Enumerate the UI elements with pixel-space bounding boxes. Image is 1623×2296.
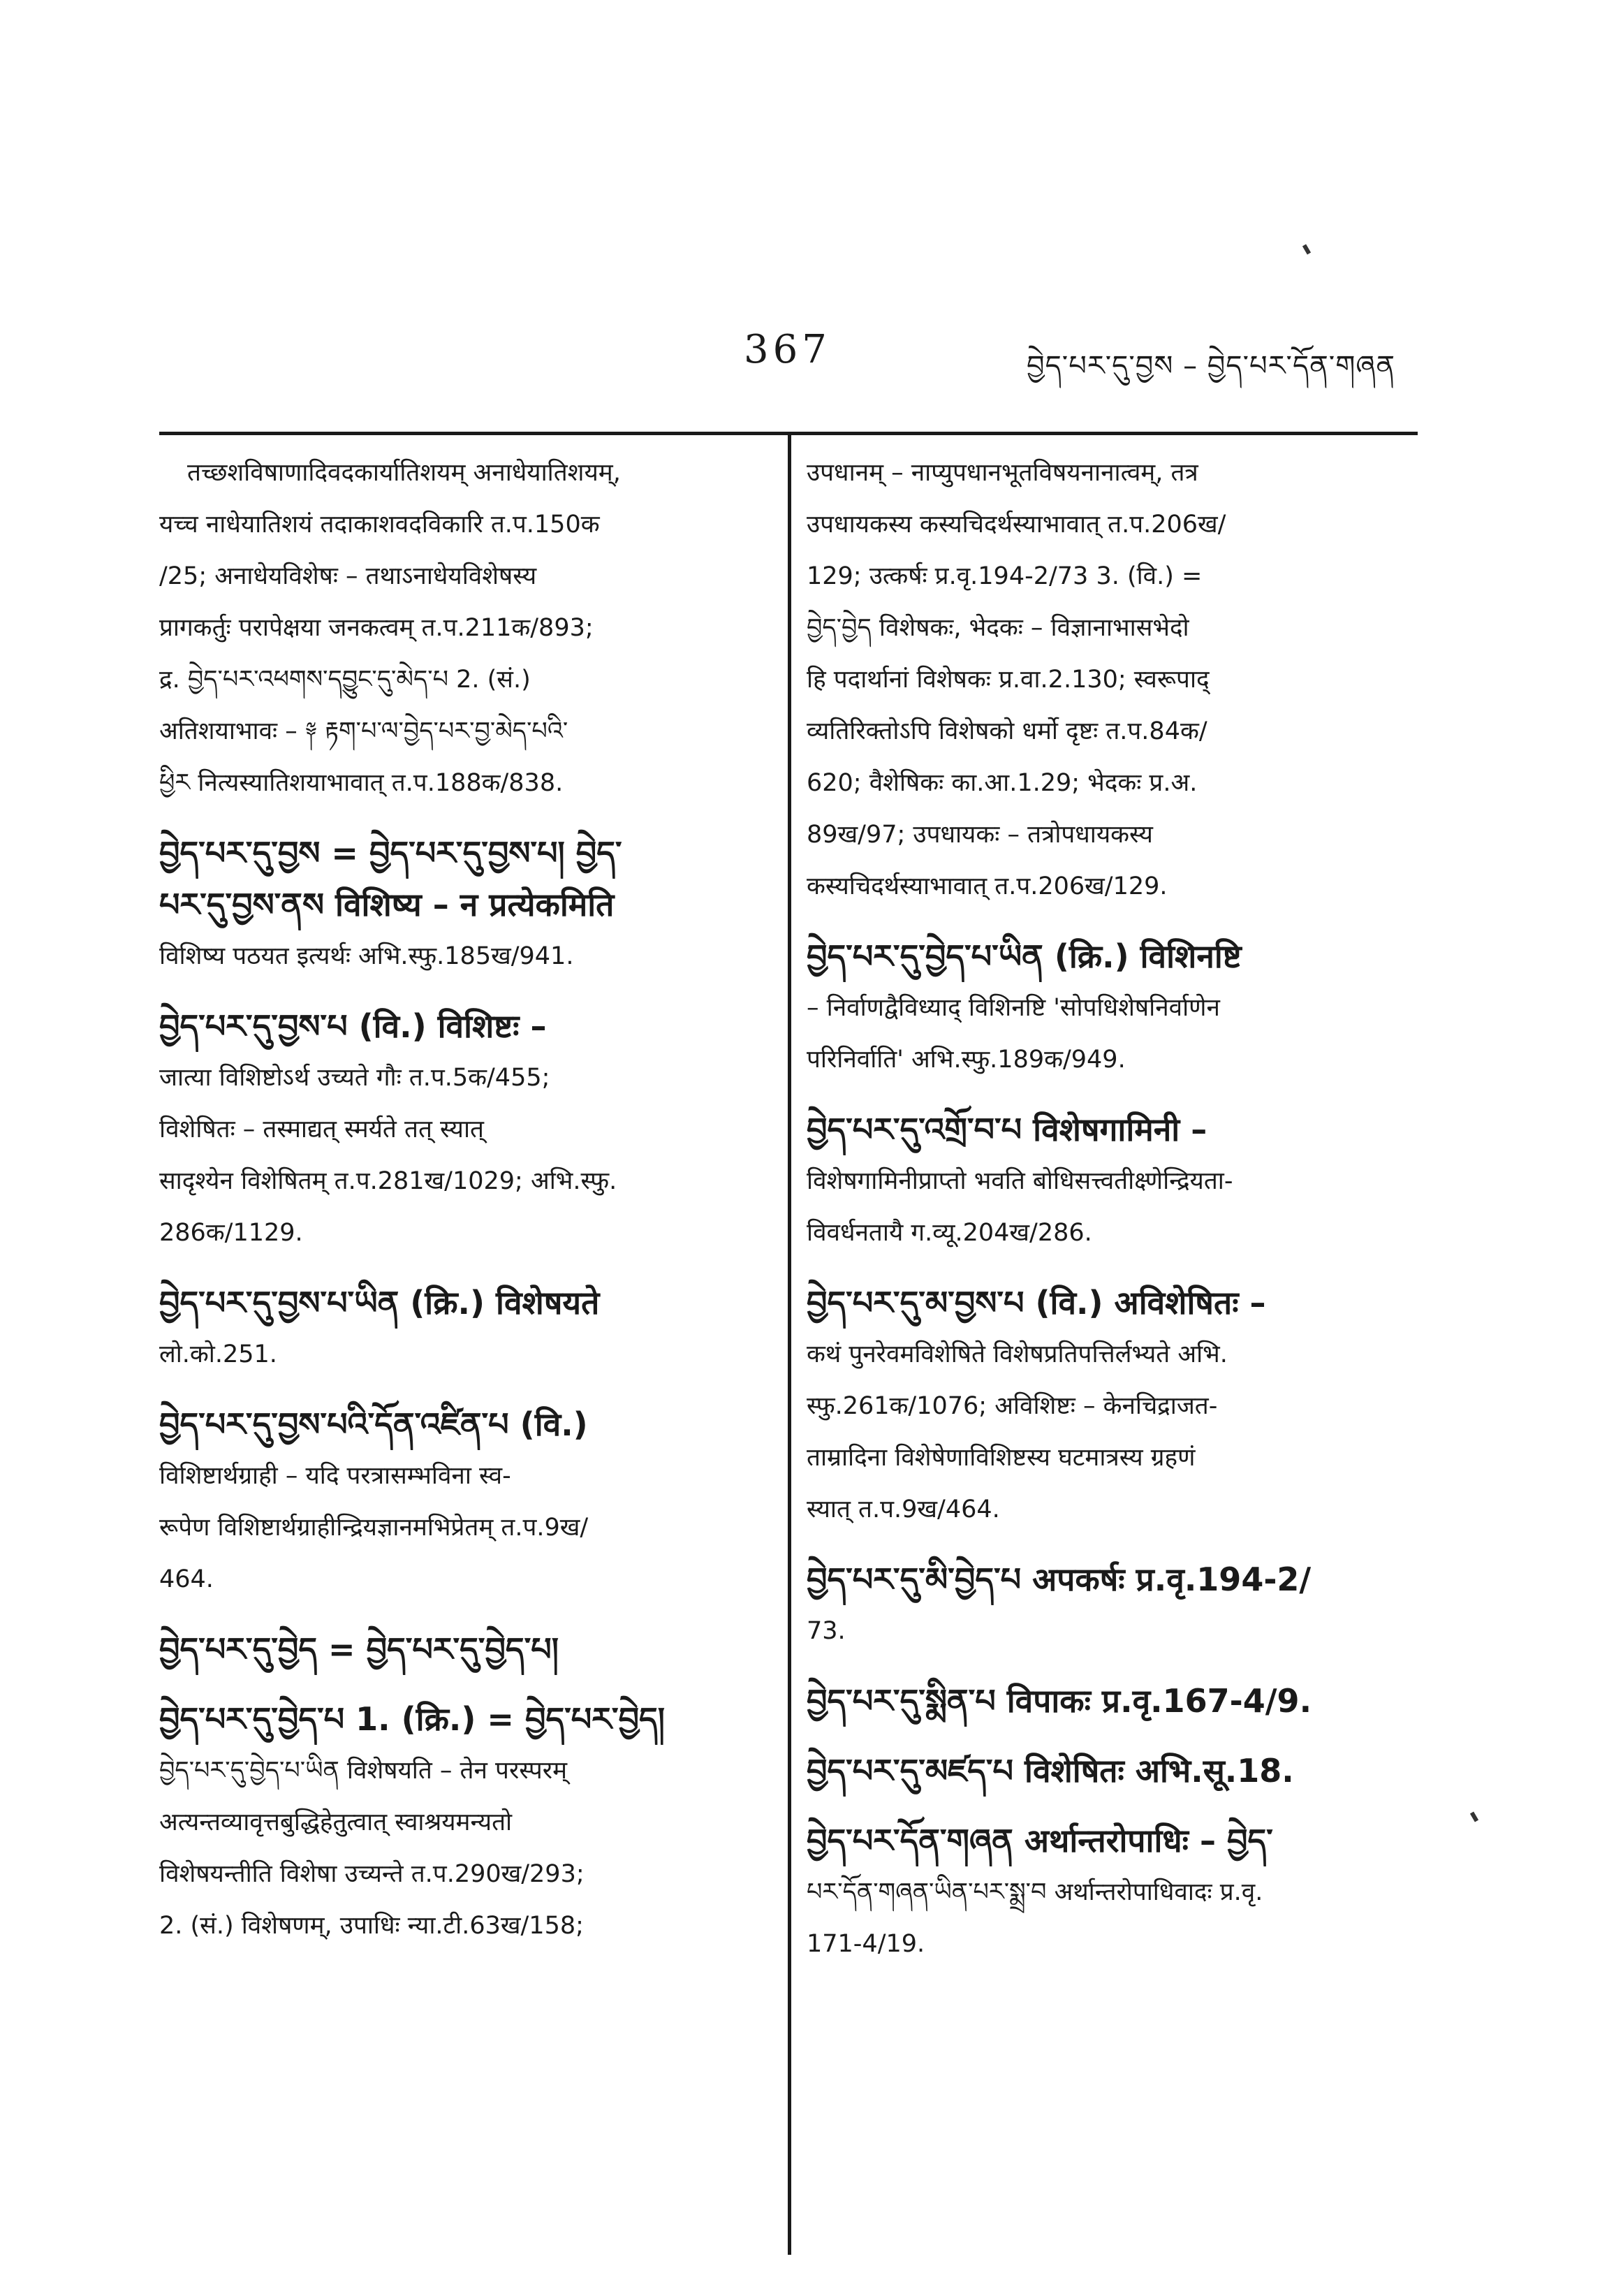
entry-headword-line: བྱེད་པར་དུ་བྱེད = བྱེད་པར་དུ་བྱེད་པ། (159, 1630, 559, 1668)
dictionary-entry (807, 1675, 1397, 1727)
entry-headword-line: བྱེད་པར་དུ་སྨིན་པ विपाकः प्र.वृ.167-4/9. (807, 1682, 1312, 1720)
entry-headword-line: བྱེད་པར་དུ་མ་བྱས་པ (वि.) अविशेषितः – (807, 1284, 1266, 1322)
dictionary-entry (159, 447, 749, 809)
entry-text-line: प्रागकर्तुः परापेक्षया जनकत्वम् त.प.211क/893; (159, 614, 594, 642)
entry-headword-line: བྱེད་པར་དུ་མི་བྱེད་པ अपकर्षः प्र.वृ.194-2/ (807, 1560, 1312, 1598)
entry-text-line: सादृश्येन विशेषितम् त.प.281ख/1029; अभि.स्फु. (159, 1167, 617, 1195)
entry-text-line: रूपेण विशिष्टार्थग्राहीन्द्रियज्ञानमभिप्रेतम् त.प.9ख/ (159, 1514, 589, 1542)
entry-text-line: 73. (807, 1617, 846, 1645)
dictionary-entry (807, 447, 1397, 912)
entry-headword-line: བྱེད་པར་དུ་མཛད་པ विशेषितः अभि.सू.18. (807, 1752, 1294, 1790)
entry-text-line: /25; अनाधेयविशेषः – तथाऽनाधेयविशेषस्य (159, 562, 537, 590)
dictionary-entry (807, 930, 1397, 1085)
entry-headword-line: བྱེད་པར་དུ་བྱས་པའི་དོན་འཛིན་པ (वि.) (159, 1405, 588, 1443)
entry-text-line: उपधायकस्य कस्यचिदर्थस्याभावात् त.प.206ख/ (807, 511, 1226, 539)
page-number: 367 (744, 327, 831, 372)
entry-text-line: तच्छशविषाणादिवदकार्यातिशयम् अनाधेयातिशयम्, (187, 459, 621, 487)
entry-headword-line: བྱེད་པར་དུ་འགྲོ་བ་པ विशेषगामिनी – (807, 1111, 1207, 1148)
entry-headword-line: བྱེད་པར་དུ་བྱེད་པ་ཡིན (क्रि.) विशिनष्टि (807, 937, 1242, 975)
entry-text-line: अत्यन्तव्यावृत्तबुद्धिहेतुत्वात् स्वाश्रयमन्यतो (159, 1808, 513, 1836)
entry-text-line: विशेषयन्तीति विशेषा उच्यन्ते त.प.290ख/293; (159, 1860, 585, 1888)
entry-headword-line: བྱེད་པར་དོན་གཞན अर्थान्तरोपाधिः – བྱེད་ (807, 1822, 1273, 1859)
entry-text-line: བྱེད་བྱེད विशेषकः, भेदकः – विज्ञानाभासभेदो (807, 614, 1189, 642)
entry-text-line: विशेषितः – तस्माद्यत् स्मर्यते तत् स्यात् (159, 1116, 484, 1143)
entry-text-line: 464. (159, 1565, 214, 1593)
dictionary-entry (159, 1623, 749, 1675)
left-column (159, 447, 749, 1970)
entry-text-line: 2. (सं.) विशेषणम्, उपाधिः न्या.टी.63ख/158; (159, 1912, 584, 1940)
entry-text-line: པར་དོན་གཞན་ཡིན་པར་སྨྲ་བ अर्थान्तरोपाधिवादः प्र.वृ. (807, 1878, 1263, 1906)
running-head: བྱེད་པར་དུ་བྱས – བྱེད་པར་དོན་གཞན (1027, 350, 1396, 382)
dictionary-entry (807, 1104, 1397, 1259)
entry-text-line: हि पदार्थानां विशेषकः प्र.वा.2.130; स्वरूपाद् (807, 666, 1210, 694)
entry-text-line: स्यात् त.प.9ख/464. (807, 1496, 1000, 1523)
entry-text-line: བྱེད་པར་དུ་བྱེད་པ་ཡིན विशेषयति – तेन परस्परम् (159, 1757, 567, 1785)
entry-text-line: विशेषगामिनीप्राप्तो भवति बोधिसत्त्वतीक्ष्णेन्द्रियता- (807, 1167, 1233, 1195)
entry-headword-line: བྱེད་པར་དུ་བྱས = བྱེད་པར་དུ་བྱས་པ། བྱེད་ (159, 834, 622, 872)
dictionary-entry (807, 1815, 1397, 1970)
dictionary-entry (159, 1398, 749, 1605)
dictionary-entry (807, 1745, 1397, 1797)
entry-headword-line: བྱེད་པར་དུ་བྱས་པ་ཡིན (क्रि.) विशेषयते (159, 1284, 600, 1322)
column-divider (788, 433, 791, 2255)
entry-text-line: ཕྱིར नित्यस्यातिशयाभावात् त.प.188क/838. (159, 769, 564, 797)
entry-text-line: 620; वैशेषिकः का.आ.1.29; भेदकः प्र.अ. (807, 769, 1198, 797)
entry-text-line: कस्यचिदर्थस्याभावात् त.प.206ख/129. (807, 872, 1168, 900)
scan-speck (1470, 1811, 1478, 1822)
entry-text-line: व्यतिरिक्तोऽपि विशेषको धर्मो दृष्टः त.प.84क/ (807, 717, 1207, 745)
entry-headword-line: བྱེད་པར་དུ་བྱས་པ (वि.) विशिष्टः – (159, 1007, 547, 1045)
right-column (807, 447, 1397, 1988)
dictionary-entry (159, 1277, 749, 1380)
entry-text-line: परिनिर्वाति' अभि.स्फु.189क/949. (807, 1046, 1126, 1074)
entry-text-line: यच्च नाधेयातिशयं तदाकाशवदविकारि त.प.150क (159, 511, 600, 539)
entry-text-line: 286क/1129. (159, 1219, 303, 1247)
entry-text-line: जात्या विशिष्टोऽर्थ उच्यते गौः त.प.5क/455; (159, 1064, 550, 1092)
entry-text-line: विशिष्य पठयत इत्यर्थः अभि.स्फु.185ख/941. (159, 942, 574, 970)
entry-text-line: 89ख/97; उपधायकः – तत्रोपधायकस्य (807, 821, 1153, 849)
entry-text-line: – निर्वाणद्वैविध्याद् विशिनष्टि 'सोपधिशेषनिर्वाणेन (807, 994, 1220, 1022)
entry-text-line: 129; उत्कर्षः प्र.वृ.194-2/73 3. (वि.) = (807, 562, 1203, 590)
entry-text-line: स्फु.261क/1076; अविशिष्टः – केनचिद्राजत- (807, 1392, 1218, 1420)
entry-text-line: ताम्रादिना विशेषेणाविशिष्टस्य घटमात्रस्य ग्रहणं (807, 1444, 1196, 1472)
entry-text-line: विशिष्टार्थग्राही – यदि परत्रासम्भविना स्व- (159, 1462, 511, 1490)
entry-text-line: अतिशयाभावः – ༈ རྟག་པ་ལ་བྱེད་པར་བྱ་མེད་པའི་ (159, 717, 568, 745)
entry-text-line: विवर्धनतायै ग.व्यू.204ख/286. (807, 1219, 1092, 1247)
entry-text-line: उपधानम् – नाप्युपधानभूतविषयनानात्वम्, तत्र (807, 459, 1198, 487)
entry-headword-line: བྱེད་པར་དུ་བྱེད་པ 1. (क्रि.) = བྱེད་པར་བྱེད། (159, 1700, 665, 1738)
dictionary-entry (159, 1693, 749, 1952)
entry-text-line: कथं पुनरेवमविशेषिते विशेषप्रतिपत्तिर्लभ्यते अभि. (807, 1340, 1228, 1368)
entry-text-line: लो.को.251. (159, 1340, 277, 1368)
dictionary-entry (807, 1553, 1397, 1657)
dictionary-entry (807, 1277, 1397, 1535)
entry-headword-line: པར་དུ་བྱས་ནས विशिष्य – न प्रत्येकमिति (159, 886, 615, 923)
entry-text-line: 171-4/19. (807, 1930, 925, 1958)
scan-speck (1302, 244, 1311, 254)
dictionary-entry (159, 827, 749, 982)
dictionary-entry (159, 1000, 749, 1259)
entry-text-line: द्र. བྱེད་པར་འཕགས་དབྱུང་དུ་མེད་པ 2. (सं.) (159, 666, 531, 694)
